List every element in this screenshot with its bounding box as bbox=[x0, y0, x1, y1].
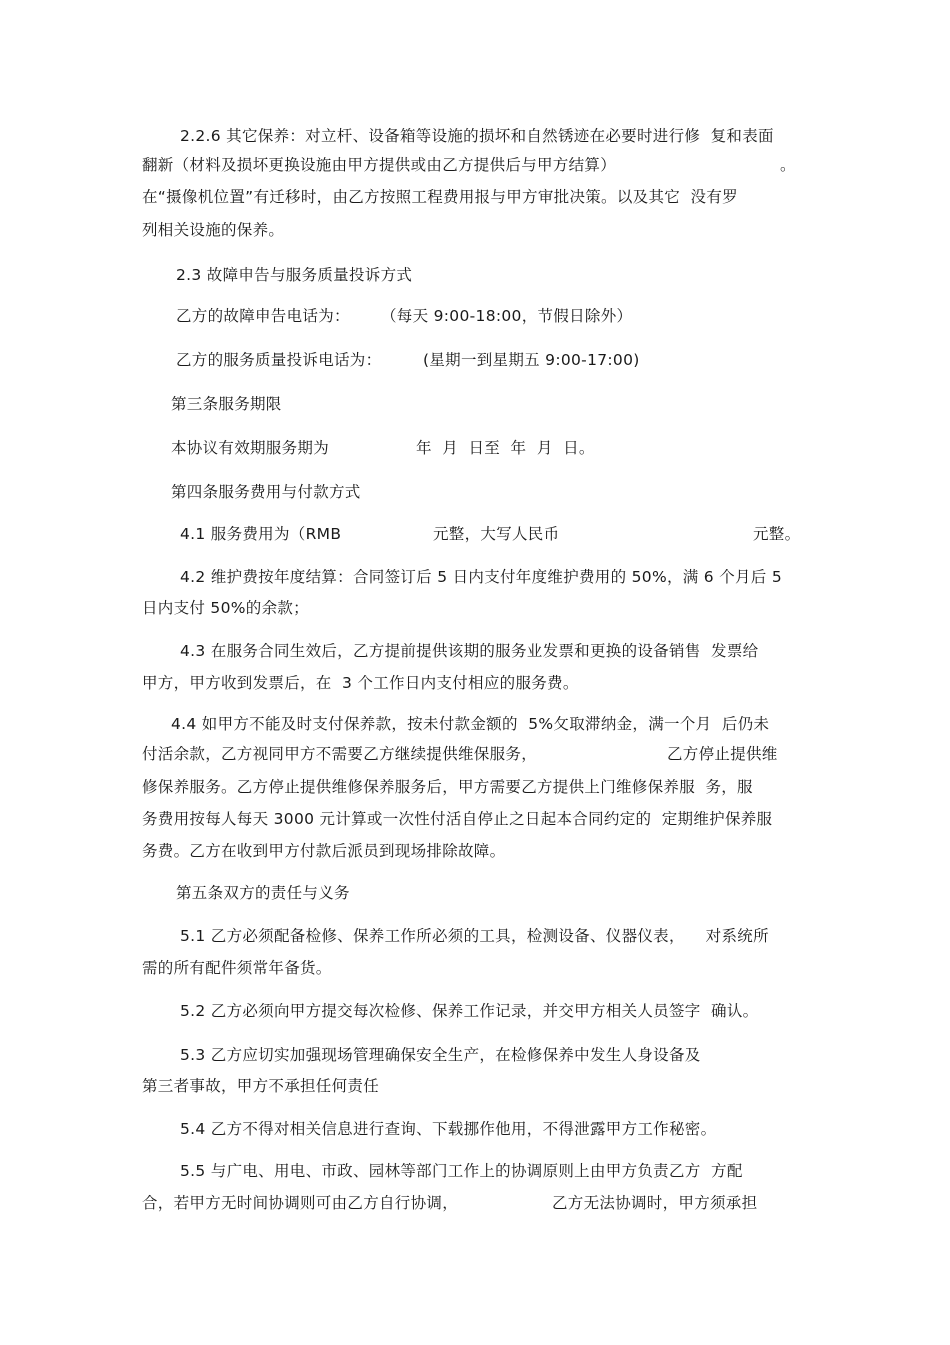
text-line: 本协议有效期服务期为 bbox=[171, 439, 330, 457]
text-line: 乙方无法协调时，甲方须承担 bbox=[552, 1194, 758, 1212]
text-line: 第三者事故，甲方不承担任何责任 bbox=[142, 1077, 380, 1095]
text-line: 5.3 乙方应切实加强现场管理确保安全生产，在检修保养中发生人身设备及 bbox=[180, 1046, 701, 1064]
text-line: （每天 9:00-18:00，节假日除外） bbox=[381, 307, 633, 325]
text-line: 日内支付 50%的余款； bbox=[142, 599, 309, 617]
text-line: 列相关设施的保养。 bbox=[142, 221, 285, 239]
text-line: 翻新（材料及损坏更换设施由甲方提供或由乙方提供后与甲方结算） bbox=[142, 156, 617, 174]
text-line: 甲方，甲方收到发票后，在 3 个工作日内支付相应的服务费。 bbox=[142, 674, 579, 692]
text-line: 2.2.6 其它保养：对立杆、设备箱等设施的损坏和自然锈迹在必要时进行修 复和表面 bbox=[180, 127, 774, 145]
text-line: 4.3 在服务合同生效后，乙方提前提供该期的服务业发票和更换的设备销售 发票给 bbox=[180, 642, 759, 660]
text-line: 元整。 bbox=[753, 525, 801, 543]
text-line: 年 月 日至 年 月 日。 bbox=[416, 439, 595, 457]
text-line: 合，若甲方无时间协调则可由乙方自行协调， bbox=[142, 1194, 459, 1212]
article-heading: 第四条服务费用与付款方式 bbox=[171, 483, 361, 501]
text-line: 。 bbox=[780, 156, 796, 174]
article-heading: 第三条服务期限 bbox=[171, 395, 282, 413]
text-line: 5.4 乙方不得对相关信息进行查询、下载挪作他用，不得泄露甲方工作秘密。 bbox=[180, 1120, 717, 1138]
text-line: (星期一到星期五 9:00-17:00) bbox=[423, 351, 640, 369]
text-line: 乙方的故障申告电话为： bbox=[176, 307, 350, 325]
section-heading: 2.3 故障申告与服务质量投诉方式 bbox=[176, 266, 413, 284]
article-heading: 第五条双方的责任与义务 bbox=[176, 884, 350, 902]
text-line: 5.5 与广电、用电、市政、园林等部门工作上的协调原则上由甲方负责乙方 方配 bbox=[180, 1162, 743, 1180]
text-line: 务费。乙方在收到甲方付款后派员到现场排除故障。 bbox=[142, 842, 506, 860]
text-line: 在“摄像机位置”有迁移时，由乙方按照工程费用报与甲方审批决策。以及其它 没有罗 bbox=[142, 188, 738, 206]
text-line: 乙方停止提供维 bbox=[667, 745, 778, 763]
text-line: 务费用按每人每天 3000 元计算或一次性付活自停止之日起本合同约定的 定期维护保养服 bbox=[142, 810, 773, 828]
text-line: 乙方的服务质量投诉电话为： bbox=[176, 351, 382, 369]
text-line: 需的所有配件须常年备货。 bbox=[142, 959, 332, 977]
text-line: 4.4 如甲方不能及时支付保养款，按未付款金额的 5%攵取滞纳金，满一个月 后仍未 bbox=[171, 715, 770, 733]
text-line: 元整，大写人民币 bbox=[433, 525, 560, 543]
text-line: 4.2 维护费按年度结算：合同签订后 5 日内支付年度维护费用的 50%，满 6 个月后 5 bbox=[180, 568, 782, 586]
text-line: 付活余款，乙方视同甲方不需要乙方继续提供维保服务， bbox=[142, 745, 538, 763]
text-line: 5.2 乙方必须向甲方提交每次检修、保养工作记录，并交甲方相关人员签字 确认。 bbox=[180, 1002, 759, 1020]
text-line: 修保养服务。乙方停止提供维修保养服务后，甲方需要乙方提供上门维修保养服 务，服 bbox=[142, 778, 753, 796]
text-line: 4.1 服务费用为（RMB bbox=[180, 525, 342, 543]
text-line: 5.1 乙方必须配备检修、保养工作所必须的工具，检测设备、仪器仪表， 对系统所 bbox=[180, 927, 769, 945]
